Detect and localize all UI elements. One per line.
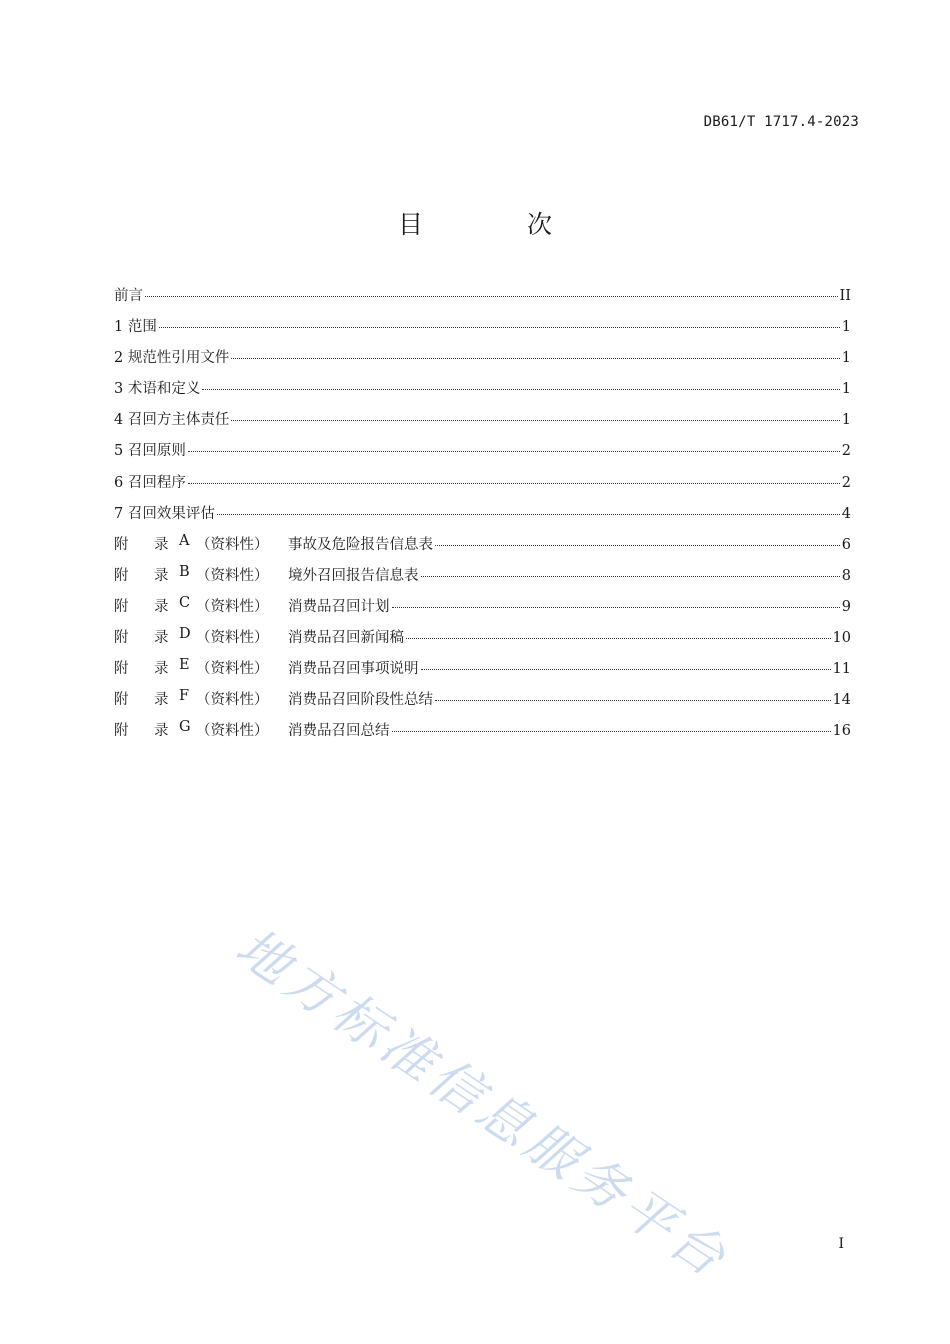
toc-entry[interactable]: [114, 502, 851, 533]
appendix-word: 录: [154, 692, 169, 709]
appendix-letter: C: [179, 594, 191, 611]
leader-dots: [435, 545, 840, 546]
appendix-letter: D: [179, 626, 191, 643]
toc-entry-page: 8: [841, 567, 851, 584]
toc-entry-label: 5 召回原则: [114, 443, 186, 460]
leader-dots: [231, 420, 839, 421]
appendix-title: 消费品召回事项说明: [288, 661, 419, 678]
toc-appendix-entry[interactable]: [114, 688, 851, 719]
leader-dots: [392, 731, 831, 732]
toc-appendix-entry[interactable]: [114, 719, 851, 750]
appendix-label: [114, 688, 433, 709]
appendix-type: （资料性）: [196, 536, 269, 553]
toc-entry-label: 6 召回程序: [114, 474, 186, 491]
appendix-prefix: 附: [114, 567, 129, 584]
appendix-letter: F: [179, 688, 190, 705]
appendix-title: 消费品召回总结: [288, 723, 390, 740]
leader-dots: [159, 327, 840, 328]
toc-entry-page: 10: [832, 630, 851, 647]
toc-entry-page: 1: [841, 350, 851, 367]
appendix-title: 消费品召回新闻稿: [288, 630, 404, 647]
appendix-type: （资料性）: [196, 630, 269, 647]
toc-appendix-entry[interactable]: [114, 626, 851, 657]
appendix-title: 事故及危险报告信息表: [288, 536, 433, 553]
toc-entry[interactable]: [114, 377, 851, 408]
leader-dots: [217, 514, 840, 515]
page-number: I: [838, 1236, 844, 1252]
toc-entry[interactable]: [114, 439, 851, 470]
toc-entry[interactable]: [114, 471, 851, 502]
toc-entry-label: 前言: [114, 288, 143, 304]
toc-entry-page: 1: [841, 412, 851, 429]
appendix-letter: G: [179, 719, 191, 736]
toc-entry-label: 2 规范性引用文件: [114, 350, 230, 367]
appendix-word: 录: [154, 630, 169, 647]
leader-dots: [188, 483, 840, 484]
toc-entry-label: 7 召回效果评估: [114, 505, 215, 522]
appendix-label: [114, 657, 419, 678]
appendix-word: 录: [154, 536, 169, 553]
appendix-title: 消费品召回阶段性总结: [288, 692, 433, 709]
toc-entry-page: 4: [841, 505, 851, 522]
appendix-type: （资料性）: [196, 661, 269, 678]
toc-entry[interactable]: [114, 284, 851, 315]
appendix-word: 录: [154, 661, 169, 678]
toc-entry[interactable]: [114, 346, 851, 377]
leader-dots: [421, 669, 831, 670]
leader-dots: [435, 700, 831, 701]
appendix-letter: B: [179, 563, 190, 580]
toc-entry-label: 4 召回方主体责任: [114, 412, 230, 429]
appendix-label: [114, 564, 419, 585]
appendix-letter: A: [179, 532, 190, 549]
page-title: 目 次: [398, 210, 600, 239]
appendix-label: [114, 595, 390, 616]
appendix-letter: E: [179, 657, 190, 674]
toc-entry-page: 11: [832, 661, 851, 678]
toc-entry-page: II: [839, 288, 851, 304]
toc-appendix-entry[interactable]: [114, 564, 851, 595]
leader-dots: [406, 638, 831, 639]
toc-entry-page: 2: [841, 443, 851, 460]
appendix-type: （资料性）: [196, 567, 269, 584]
toc-entry-page: 6: [841, 536, 851, 553]
leader-dots: [188, 451, 840, 452]
leader-dots: [421, 576, 840, 577]
appendix-prefix: 附: [114, 536, 129, 553]
toc-entry[interactable]: [114, 315, 851, 346]
appendix-type: （资料性）: [196, 598, 269, 615]
appendix-type: （资料性）: [196, 692, 269, 709]
leader-dots: [392, 607, 840, 608]
appendix-label: [114, 719, 390, 740]
toc-appendix-entry[interactable]: [114, 595, 851, 626]
appendix-prefix: 附: [114, 598, 129, 615]
appendix-label: [114, 533, 433, 554]
toc-entry-label: 1 范围: [114, 319, 157, 336]
appendix-type: （资料性）: [196, 723, 269, 740]
watermark: 地方标准信息服务平台: [225, 917, 740, 1292]
appendix-prefix: 附: [114, 692, 129, 709]
toc-appendix-entry[interactable]: [114, 533, 851, 564]
appendix-label: [114, 626, 404, 647]
appendix-word: 录: [154, 567, 169, 584]
leader-dots: [145, 296, 838, 297]
toc-entry[interactable]: [114, 408, 851, 439]
toc-entry-page: 1: [841, 319, 851, 336]
toc-entry-label: 3 术语和定义: [114, 381, 201, 398]
toc-entry-page: 2: [841, 474, 851, 491]
document-code: DB61/T 1717.4-2023: [703, 114, 859, 130]
appendix-word: 录: [154, 723, 169, 740]
appendix-title: 境外召回报告信息表: [288, 567, 419, 584]
appendix-prefix: 附: [114, 661, 129, 678]
toc-appendix-entry[interactable]: [114, 657, 851, 688]
appendix-prefix: 附: [114, 723, 129, 740]
table-of-contents: [114, 284, 851, 750]
leader-dots: [231, 358, 839, 359]
appendix-word: 录: [154, 598, 169, 615]
appendix-prefix: 附: [114, 630, 129, 647]
leader-dots: [202, 389, 839, 390]
toc-entry-page: 14: [832, 692, 851, 709]
toc-entry-page: 9: [841, 598, 851, 615]
appendix-title: 消费品召回计划: [288, 598, 390, 615]
toc-entry-page: 16: [832, 723, 851, 740]
toc-entry-page: 1: [841, 381, 851, 398]
